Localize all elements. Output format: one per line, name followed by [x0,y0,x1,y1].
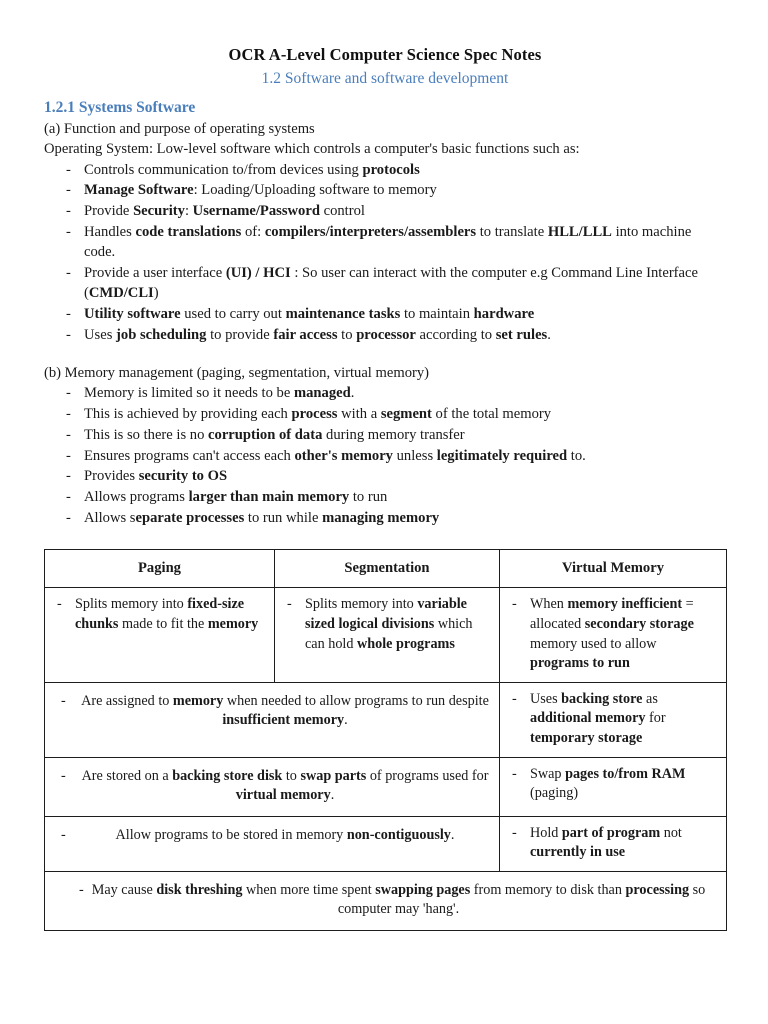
table-cell-virtual-memory-2 [500,682,727,757]
table-row [45,816,727,871]
memory-management-comparison-table [44,549,727,931]
list-item: - Are assigned to memory when needed to allow programs to run despite insufficient memory. [53,692,491,731]
list-item: - Splits memory into fixed-size chunks made to fit the memory [53,595,266,634]
cell-bullet-list [508,595,718,673]
table-row [45,757,727,816]
document-title: OCR A-Level Computer Science Spec Notes [228,45,542,64]
list-item: - Provides security to OS [44,466,726,486]
section-b-bullet-list [44,383,726,528]
table-cell-paging-segmentation-4 [45,816,500,871]
table-cell-segmentation-1 [275,588,500,682]
list-item: - When memory inefficient = allocated secondary storage memory used to allow programs to run [508,595,718,673]
cell-bullet-list [508,824,718,863]
list-item: - Handles code translations of: compilers/interpreters/assemblers to translate HLL/LLL into machine code. [44,222,726,263]
list-item: - This is achieved by providing each process with a segment of the total memory [44,404,726,424]
table-header-virtual-memory: Virtual Memory [500,550,727,588]
table-cell-virtual-memory-1 [500,588,727,682]
section-a-heading: (a) Function and purpose of operating systems [44,121,315,138]
table-row [45,682,727,757]
section-a-lead-in: Operating System: Low-level software which controls a computer's basic functions such as: [44,141,580,158]
table-cell-all-columns-5 [45,871,727,930]
list-item: - Allows programs larger than main memory to run [44,487,726,507]
list-item: - Provide a user interface (UI) / HCI : So user can interact with the computer e.g Command Line Interface (CMD/CLI) [44,263,726,304]
table-header-paging: Paging [45,550,275,588]
document-subtitle: 1.2 Software and software development [261,69,509,87]
list-item: - Splits memory into variable sized logical divisions which can hold whole programs [283,595,491,654]
list-item: - Swap pages to/from RAM (paging) [508,765,718,804]
cell-bullet-list [53,767,491,806]
table-row [45,871,727,930]
list-item: - Hold part of program not currently in use [508,824,718,863]
list-item: - Ensures programs can't access each other's memory unless legitimately required to. [44,446,726,466]
cell-bullet-list [283,595,491,654]
list-item: - Uses job scheduling to provide fair access to processor according to set rules. [44,325,726,345]
table-cell-paging-segmentation-3 [45,757,500,816]
list-item: - Memory is limited so it needs to be managed. [44,383,726,403]
list-item: - This is so there is no corruption of data during memory transfer [44,425,726,445]
table-cell-virtual-memory-4 [500,816,727,871]
section-heading-systems-software: 1.2.1 Systems Software [44,99,196,117]
list-item: - May cause disk threshing when more time spent swapping pages from memory to disk than processing so computer may 'hang'. [53,881,718,920]
cell-bullet-list [53,692,491,731]
cell-bullet-list [53,826,491,846]
list-item: - Allows separate processes to run while managing memory [44,508,726,528]
list-item: - Are stored on a backing store disk to swap parts of programs used for virtual memory. [53,767,491,806]
list-item: - Allow programs to be stored in memory non-contiguously. [53,826,491,846]
list-item: - Manage Software: Loading/Uploading software to memory [44,180,726,200]
list-item: - Controls communication to/from devices using protocols [44,160,726,180]
section-a-bullet-list [44,160,726,346]
table-cell-paging-1 [45,588,275,682]
list-item: - Utility software used to carry out maintenance tasks to maintain hardware [44,304,726,324]
table-header-segmentation: Segmentation [275,550,500,588]
cell-bullet-list [508,690,718,749]
section-b-heading: (b) Memory management (paging, segmentation, virtual memory) [44,365,430,382]
cell-bullet-list [508,765,718,804]
table-cell-paging-segmentation-2 [45,682,500,757]
document-content [44,44,726,931]
cell-bullet-list [53,881,718,920]
table-cell-virtual-memory-3 [500,757,727,816]
list-item: - Provide Security: Username/Password control [44,201,726,221]
list-item: - Uses backing store as additional memory for temporary storage [508,690,718,749]
cell-bullet-list [53,595,266,634]
table-row [45,588,727,682]
table-header-row [45,550,727,588]
